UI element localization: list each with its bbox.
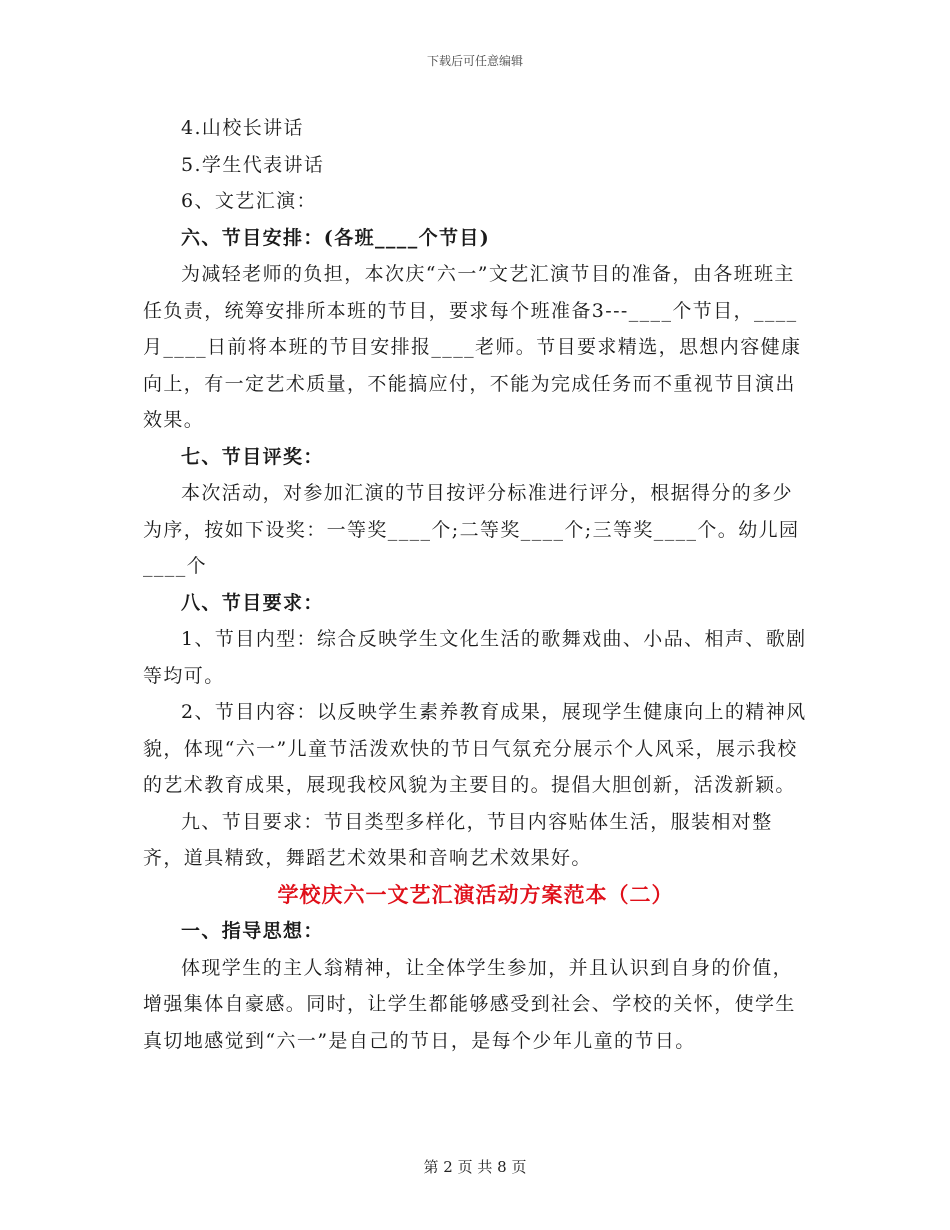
section-heading-guiding-ideology: 一、指导思想： <box>181 920 324 942</box>
paragraph-guiding-ideology: 体现学生的主人翁精神，让全体学生参加，并且认识到自身的价值，增强集体自豪感。同时，让学生都能够感受到社会、学校的关怀，使学生真切地感觉到“六一”是自己的节日，是每个少年儿童的节日。 <box>143 956 796 1052</box>
document-body <box>143 110 808 1059</box>
agenda-item-5: 5.学生代表讲话 <box>181 153 325 176</box>
page-footer: 第 2 页 共 8 页 <box>423 1158 527 1176</box>
agenda-item-6: 6、文艺汇演： <box>181 190 317 212</box>
paragraph-awards: 本次活动，对参加汇演的节目按评分标准进行评分，根据得分的多少为序，按如下设奖：一等奖____个;二等奖____个;三等奖____个。幼儿园____个 <box>143 482 800 577</box>
page-header: 下载后可任意编辑 <box>426 54 523 68</box>
paragraph-program-arrangement: 为减轻老师的负担，本次庆“六一”文艺汇演节目的准备，由各班班主任负责，统筹安排所本班的节目，要求每个班准备3---____个节目，____月____日前将本班的节目安排报____老师。节目要求精选，思想内容健康向上，有一定艺术质量，不能搞应付，不能为完成任务而不重视节目演出效果。 <box>143 263 802 431</box>
paragraph-requirements-nine: 九、节目要求：节目类型多样化，节目内容贴体生活，服装相对整齐，道具精致，舞蹈艺术效果和音响艺术效果好。 <box>143 810 773 869</box>
paragraph-program-type: 1、节目内型：综合反映学生文化生活的歌舞戏曲、小品、相声、歌剧等均可。 <box>143 628 807 687</box>
section-heading-program-arrangement: 六、节目安排：(各班____个节目) <box>181 226 491 249</box>
section-heading-program-requirements: 八、节目要求： <box>181 591 324 614</box>
section-heading-awards: 七、节目评奖： <box>181 445 324 468</box>
paragraph-program-content: 2、节目内容：以反映学生素养教育成果，展现学生健康向上的精神风貌，体现“六一”儿童节活泼欢快的节日气氛充分展示个人风采，展示我校的艺术教育成果，展现我校风貌为主要目的。提倡大胆创新，活泼新颖。 <box>143 701 807 796</box>
document-title-part-two: 学校庆六一文艺汇演活动方案范本（二） <box>277 881 674 907</box>
agenda-item-4: 4.山校长讲话 <box>181 117 304 139</box>
